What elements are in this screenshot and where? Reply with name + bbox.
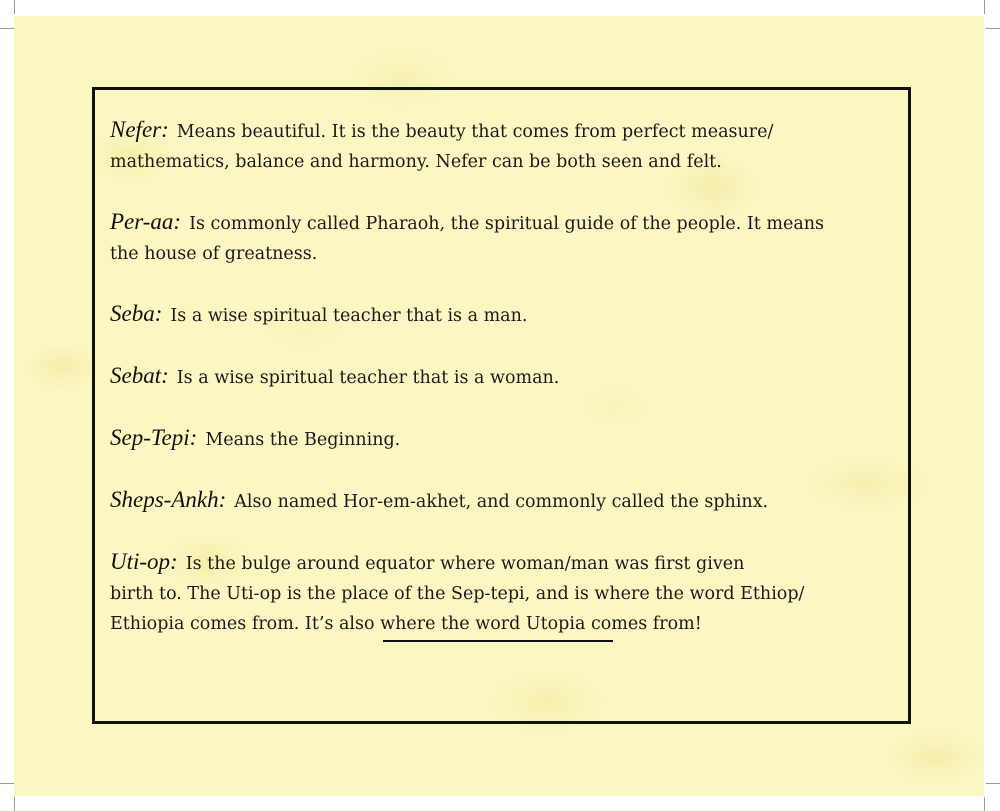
term-sep-tepi: Sep-Tepi: — [110, 425, 198, 450]
glossary-content — [110, 115, 910, 669]
term-per-aa: Per-aa: — [110, 209, 182, 234]
definition-line: Means the Beginning. — [205, 430, 401, 450]
definition-line: Is a wise spiritual teacher that is a woman. — [176, 368, 560, 388]
definition-line: mathematics, balance and harmony. Nefer can be both seen and felt. — [110, 152, 722, 172]
term-seba: Seba: — [110, 301, 163, 326]
glossary-entry-nefer — [110, 115, 910, 177]
crop-mark-bottom-left — [14, 797, 15, 811]
definition-line: Ethiopia comes from. It’s also where the word Utopia comes from! — [110, 614, 702, 634]
crop-mark-bottom-right — [984, 797, 985, 811]
crop-mark-top-left — [14, 0, 15, 14]
definition-line: Is commonly called Pharaoh, the spiritual guide of the people. It means — [189, 214, 825, 234]
glossary-entry-uti-op — [110, 547, 910, 639]
definition-line: Means beautiful. It is the beauty that comes from perfect measure/ — [176, 122, 774, 142]
term-sheps-ankh: Sheps-Ankh: — [110, 487, 227, 512]
glossary-entry-seba — [110, 299, 910, 331]
term-nefer: Nefer: — [110, 117, 169, 142]
crop-mark-left-bottom — [0, 783, 14, 784]
glossary-entry-sep-tepi — [110, 423, 910, 455]
crop-mark-right-bottom — [986, 783, 1000, 784]
term-uti-op: Uti-op: — [110, 549, 178, 574]
definition-line: birth to. The Uti-op is the place of the Sep-tepi, and is where the word Ethiop/ — [110, 584, 805, 604]
crop-mark-left-top — [0, 28, 14, 29]
glossary-entry-per-aa — [110, 207, 910, 269]
term-sebat: Sebat: — [110, 363, 169, 388]
crop-mark-top-right — [984, 0, 985, 14]
glossary-entry-sheps-ankh — [110, 485, 910, 517]
definition-line: the house of greatness. — [110, 244, 318, 264]
definition-line: Is a wise spiritual teacher that is a man. — [170, 306, 528, 326]
glossary-entry-sebat — [110, 361, 910, 393]
definition-line: Also named Hor-em-akhet, and commonly called the sphinx. — [234, 492, 769, 512]
definition-line: Is the bulge around equator where woman/man was first given — [185, 554, 745, 574]
closing-rule — [383, 640, 613, 642]
crop-mark-right-top — [986, 28, 1000, 29]
